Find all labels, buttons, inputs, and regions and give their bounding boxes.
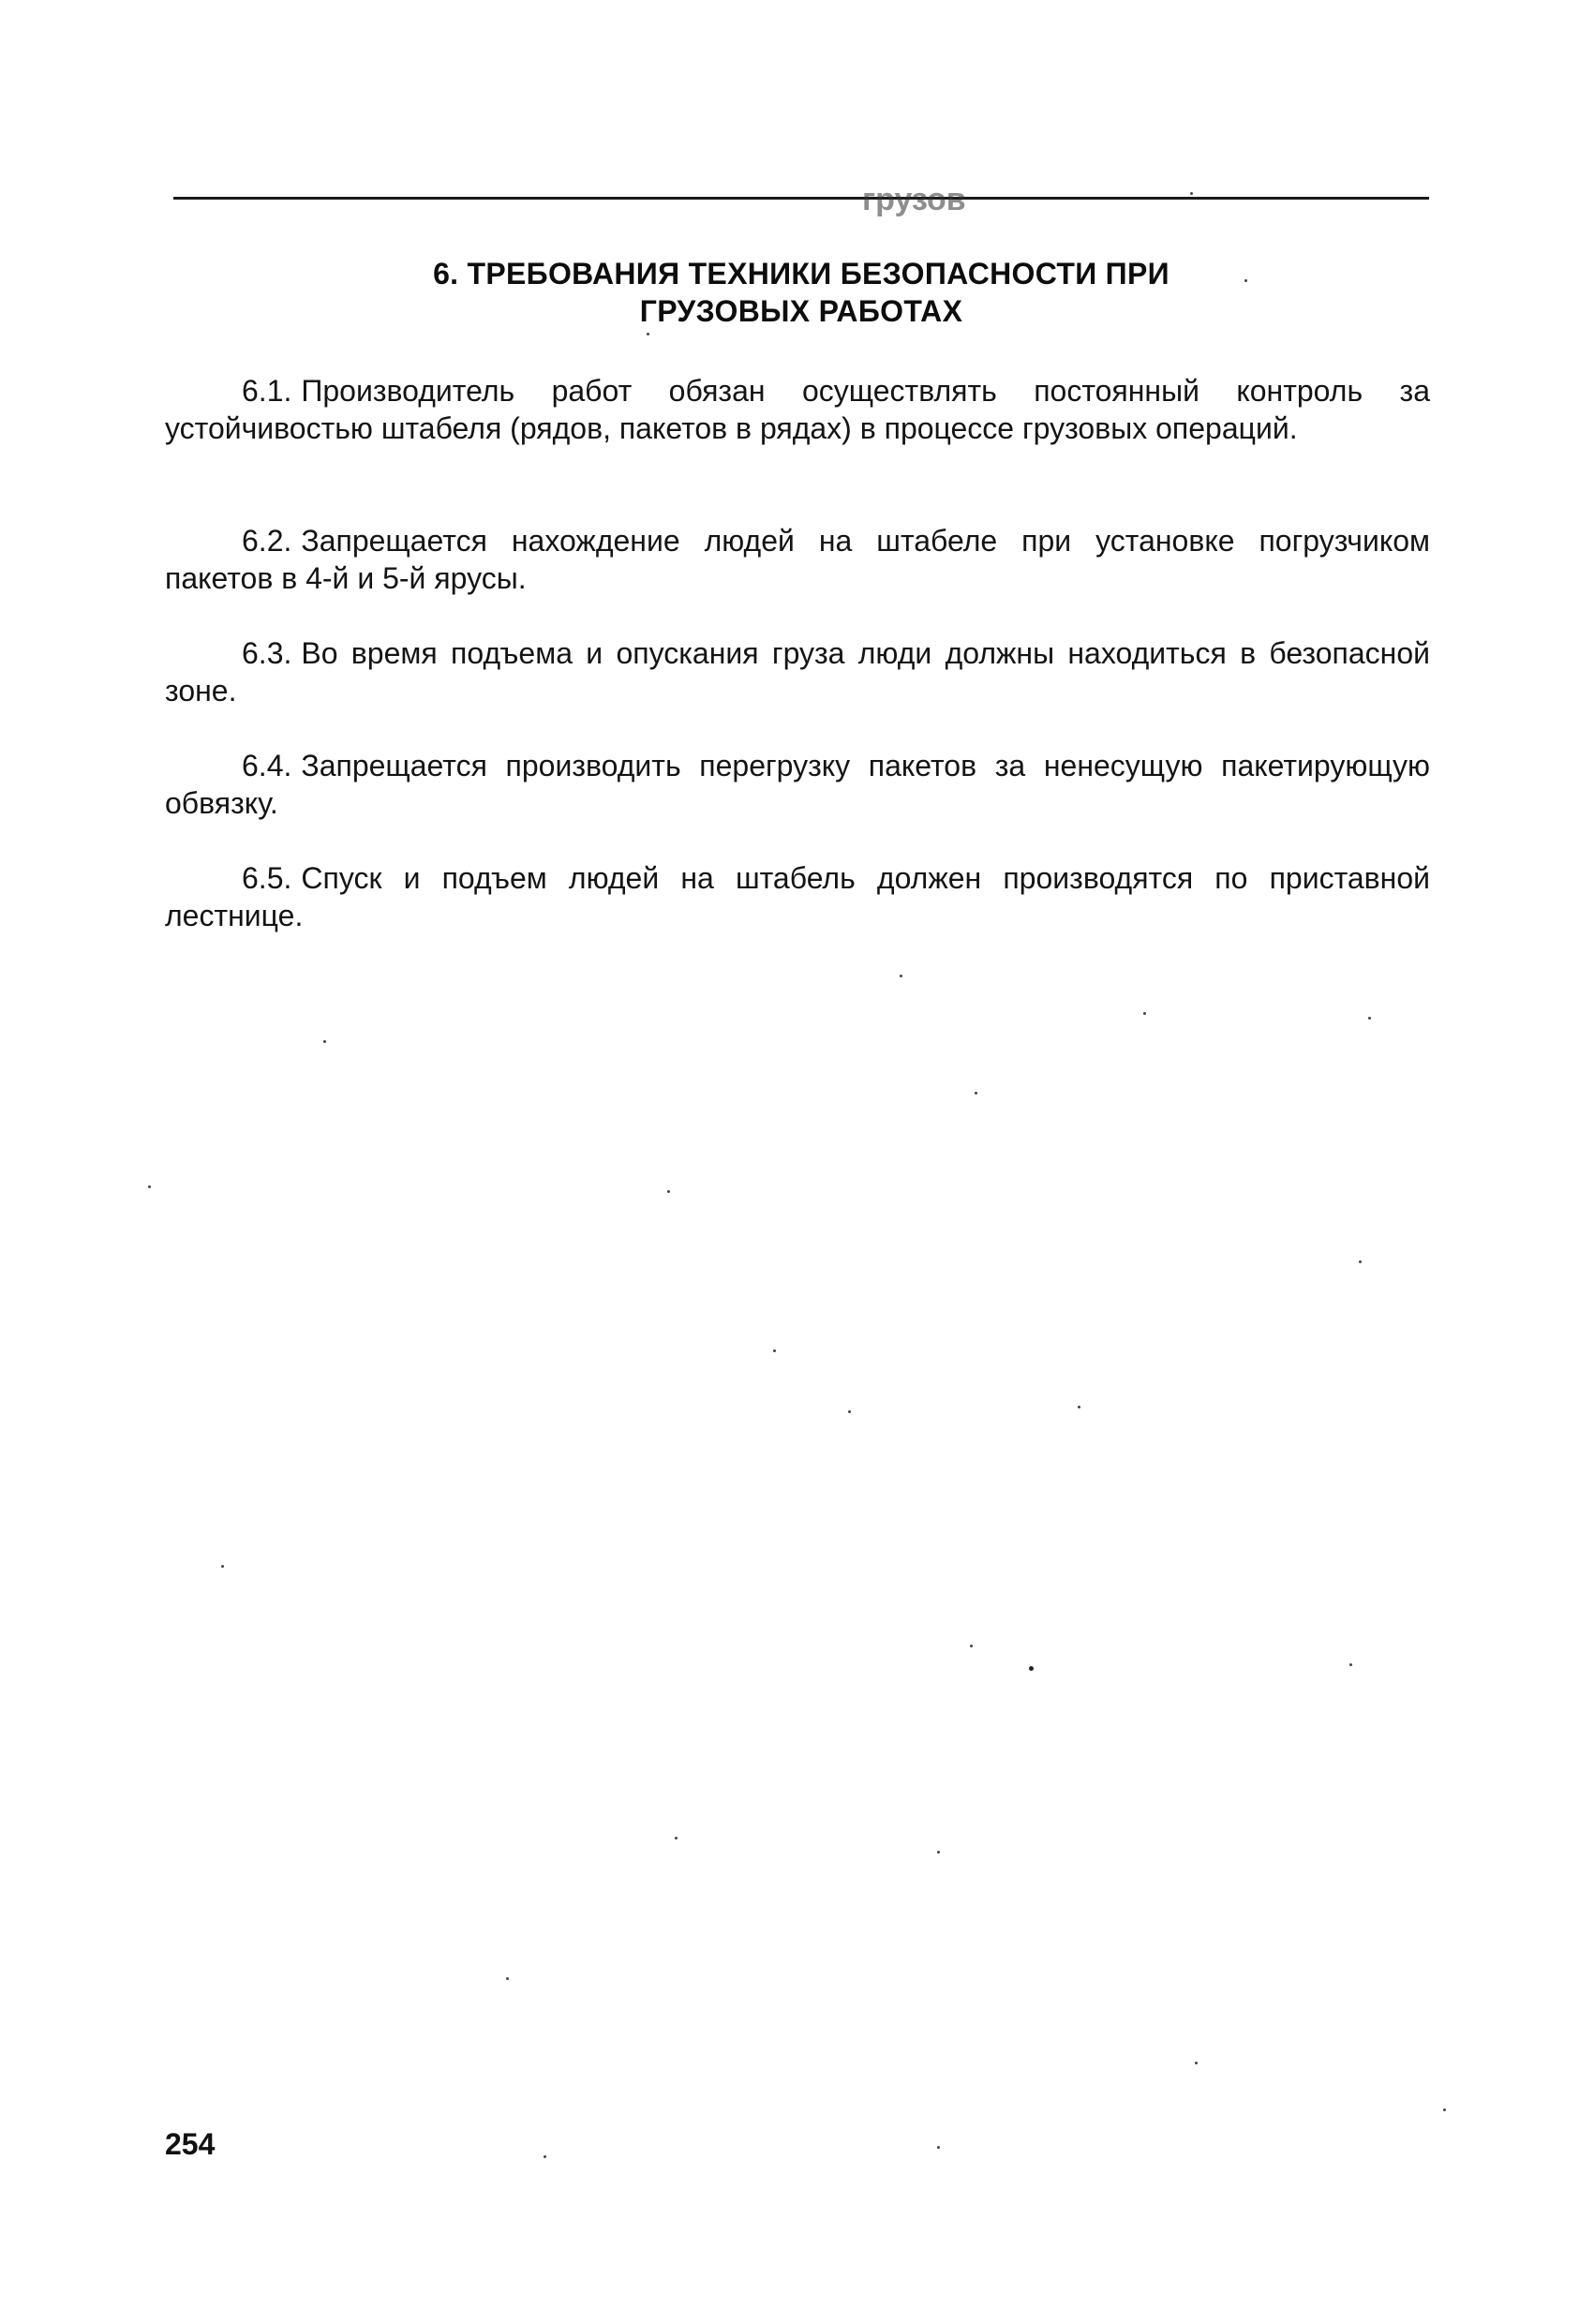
scan-speck: [848, 1410, 851, 1413]
scan-speck: [1368, 1017, 1371, 1020]
paragraph-6-2: [165, 522, 1430, 597]
scan-speck: [900, 975, 902, 977]
page-number: 254: [165, 2127, 216, 2161]
scan-speck: [647, 333, 649, 335]
scan-speck: [1190, 192, 1193, 195]
scan-speck: [1143, 1012, 1146, 1015]
paragraph-6-5: [165, 859, 1430, 934]
scan-speck: [1029, 1666, 1034, 1671]
paragraph-6-3: [165, 634, 1430, 709]
scan-speck: [1443, 2108, 1446, 2111]
scan-speck: [937, 1851, 940, 1854]
scan-speck: [667, 1190, 670, 1193]
paragraph-number: 6.5.: [242, 861, 292, 895]
paragraph-number: 6.4.: [242, 749, 292, 782]
paragraph-6-4: [165, 747, 1430, 822]
scan-speck: [1195, 2062, 1198, 2064]
paragraph-text: Запрещается производить перегрузку пакетов за ненесущую пакетирующую обвязку.: [165, 749, 1430, 820]
scan-speck: [323, 1040, 326, 1043]
scan-speck: [1349, 1663, 1352, 1666]
scan-speck: [937, 2146, 940, 2149]
scan-speck: [506, 1977, 509, 1980]
section-title-line-2: ГРУЗОВЫХ РАБОТАХ: [639, 294, 963, 328]
paragraph-number: 6.2.: [242, 524, 292, 558]
scan-speck: [1359, 1260, 1362, 1263]
paragraph-6-1: [165, 372, 1430, 447]
section-title-line-1: 6. ТРЕБОВАНИЯ ТЕХНИКИ БЕЗОПАСНОСТИ ПРИ: [433, 257, 1169, 290]
paragraph-text: Во время подъема и опускания груза люди должны находиться в безопасной зоне.: [165, 636, 1430, 708]
scan-speck: [148, 1185, 151, 1188]
paragraph-text: Спуск и подъем людей на штабель должен производятся по приставной лестнице.: [165, 861, 1430, 932]
section-title: [173, 255, 1429, 330]
paragraph-number: 6.1.: [242, 374, 292, 408]
scan-speck: [975, 1092, 977, 1095]
scan-speck: [1078, 1406, 1080, 1408]
scan-speck: [773, 1349, 776, 1352]
running-header-text: грузов: [862, 182, 966, 217]
scan-speck: [970, 1645, 973, 1647]
scan-speck: [544, 2155, 546, 2158]
paragraph-number: 6.3.: [242, 636, 292, 670]
paragraph-text: Производитель работ обязан осуществлять постоянный контроль за устойчивостью штабеля (рядов, пакетов в рядах) в процессе грузовых операций.: [165, 374, 1430, 445]
scan-speck: [675, 1837, 678, 1840]
scan-speck: [1244, 279, 1247, 282]
header-rule: [173, 197, 1429, 200]
running-header: [862, 169, 1125, 217]
scan-speck: [221, 1565, 224, 1568]
paragraph-text: Запрещается нахождение людей на штабеле при установке погрузчиком пакетов в 4-й и 5-й ярусы.: [165, 524, 1430, 595]
